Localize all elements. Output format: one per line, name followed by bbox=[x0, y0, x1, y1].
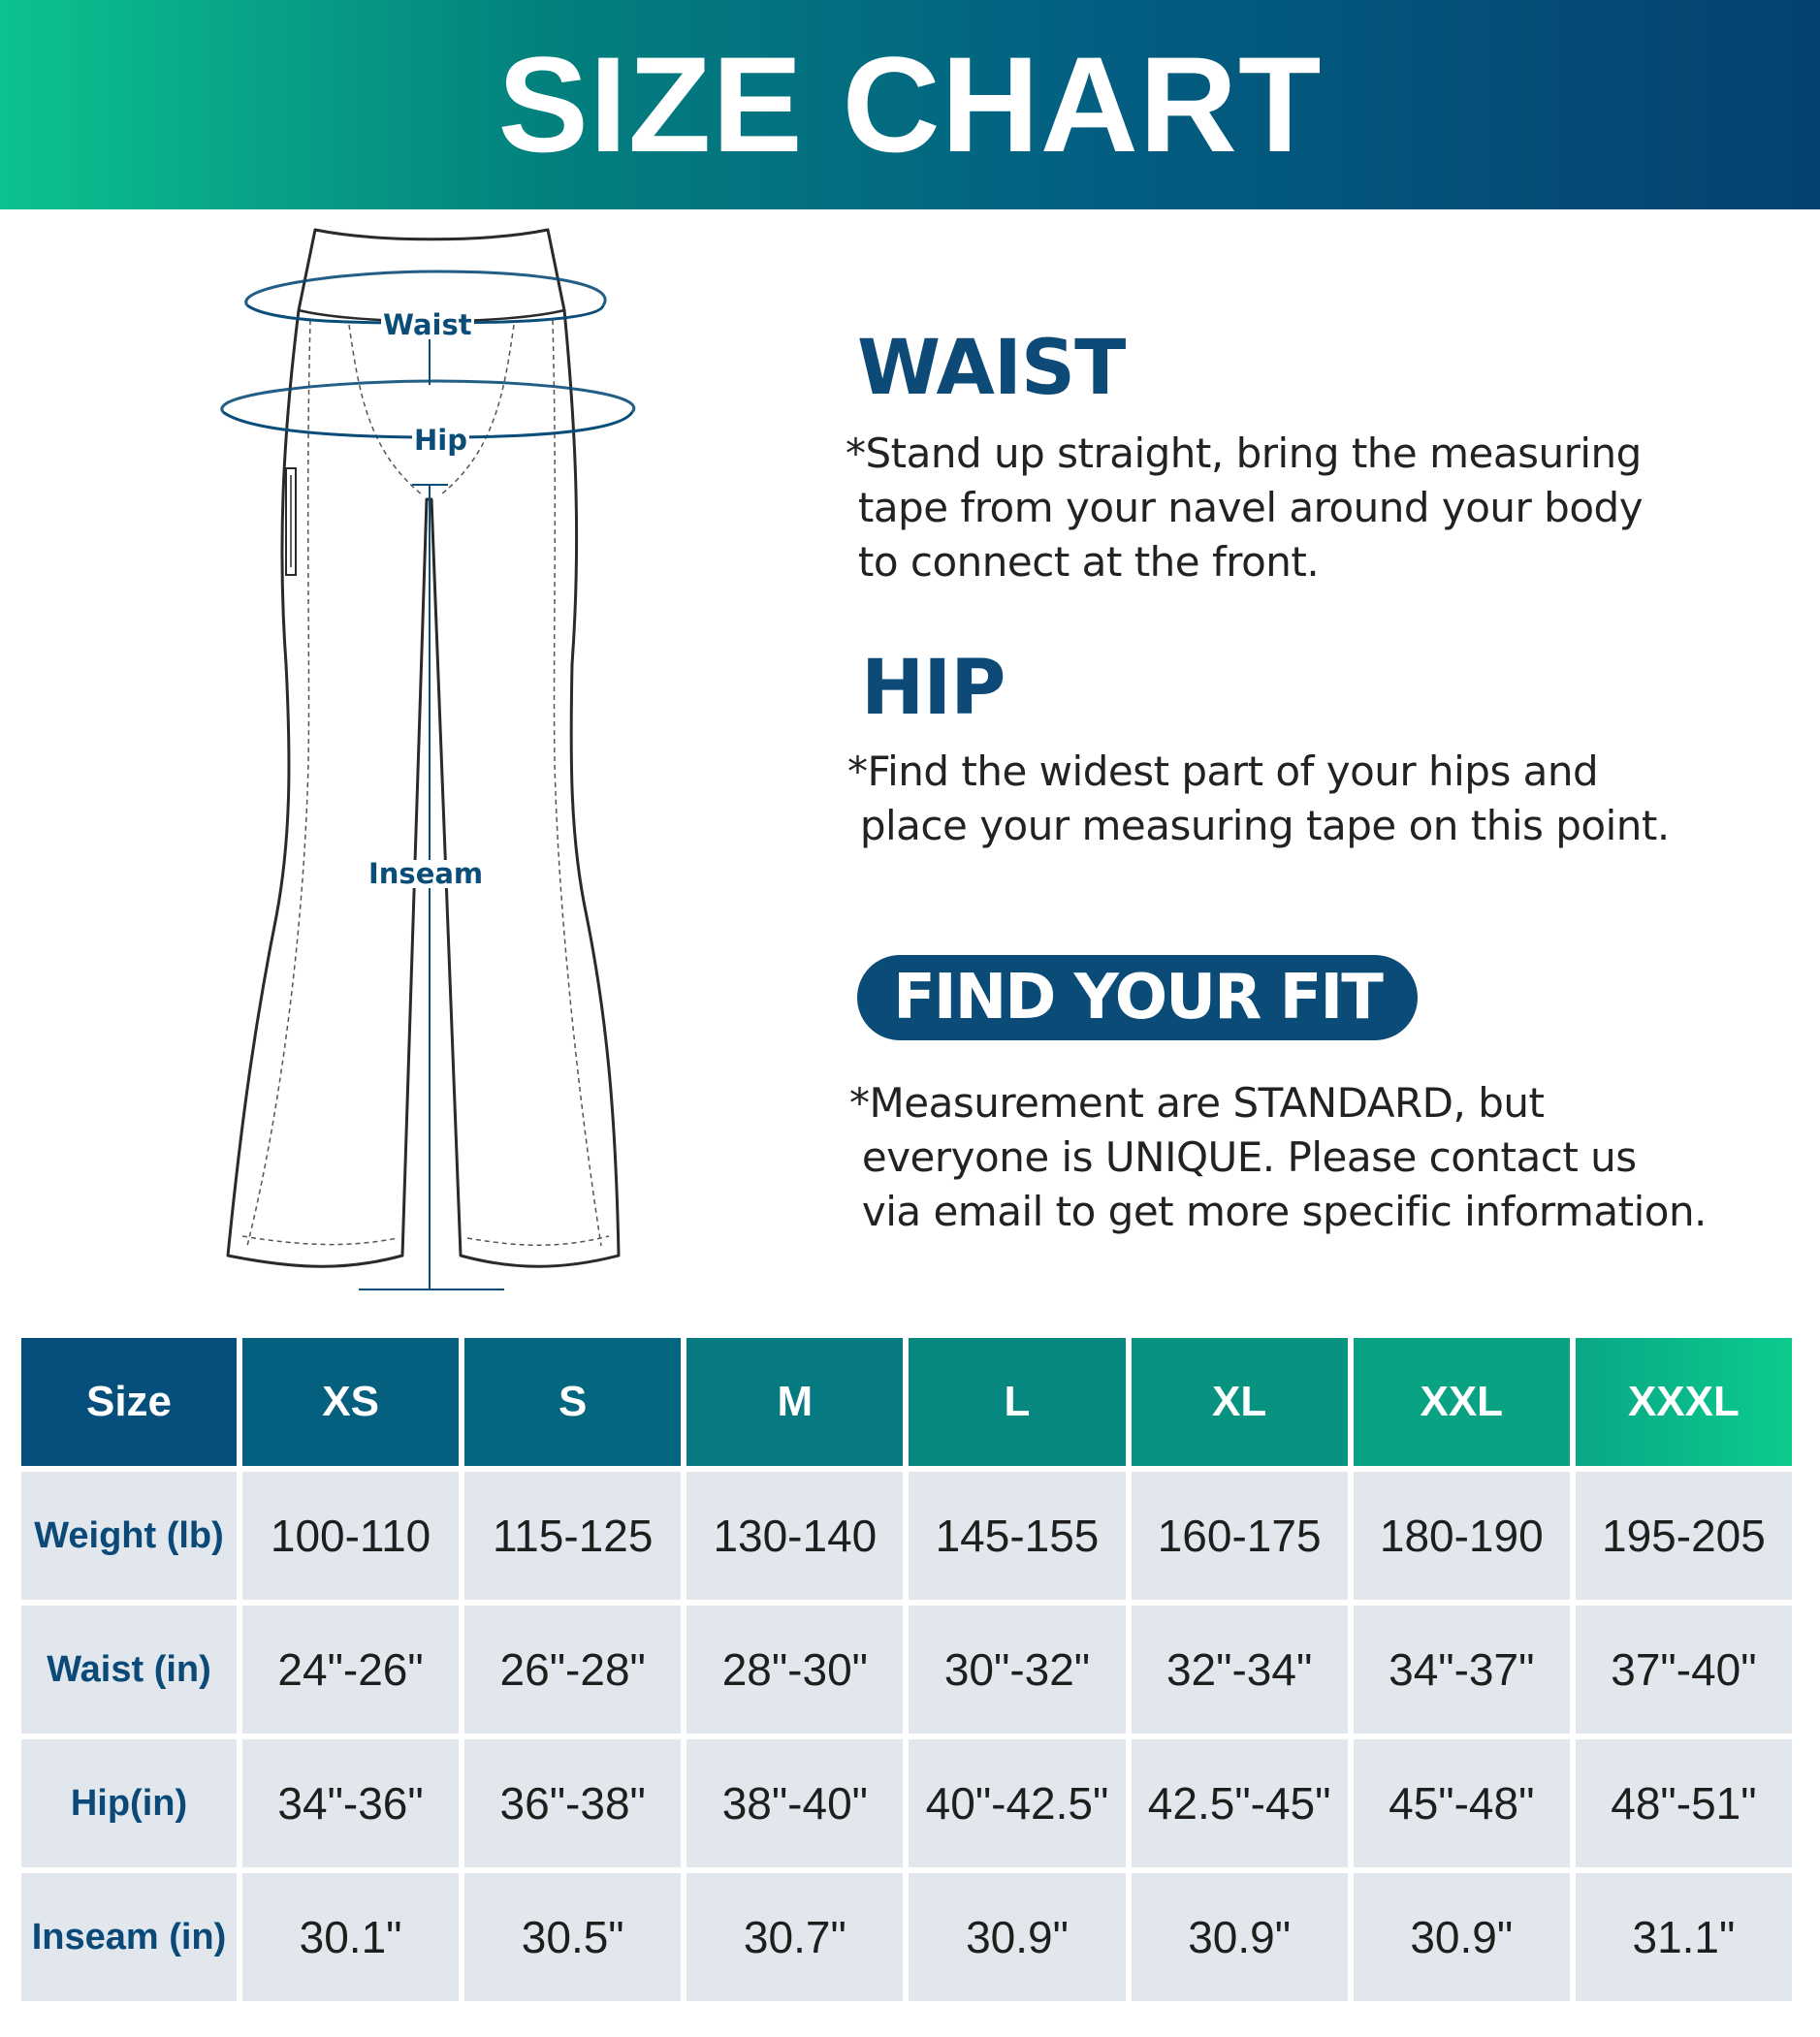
table-cell: 38"-40" bbox=[686, 1739, 903, 1867]
table-cell: 28"-30" bbox=[686, 1606, 903, 1734]
table-cell: 180-190 bbox=[1354, 1472, 1570, 1600]
table-cell: 31.1" bbox=[1576, 1873, 1792, 2001]
table-cell: 36"-38" bbox=[464, 1739, 681, 1867]
find-your-fit-label: FIND YOUR FIT bbox=[893, 962, 1382, 1034]
figure-label-hip: Hip bbox=[414, 424, 467, 457]
header-s: S bbox=[464, 1338, 681, 1466]
table-row-weight bbox=[21, 1472, 1792, 1600]
fit-description: *Measurement are STANDARD, but everyone is UNIQUE. Please contact us via email to get more specific information. bbox=[849, 1079, 1707, 1235]
find-your-fit-badge bbox=[857, 955, 1418, 1040]
figure-label-waist: Waist bbox=[383, 308, 472, 341]
waist-heading: WAIST bbox=[857, 325, 1126, 412]
table-cell: 32"-34" bbox=[1132, 1606, 1348, 1734]
header-xs: XS bbox=[242, 1338, 459, 1466]
table-cell: 30.9" bbox=[1354, 1873, 1570, 2001]
row-label-hip: Hip(in) bbox=[21, 1739, 237, 1867]
table-cell: 30.1" bbox=[242, 1873, 459, 2001]
table-cell: 130-140 bbox=[686, 1472, 903, 1600]
header-l: L bbox=[909, 1338, 1125, 1466]
table-cell: 195-205 bbox=[1576, 1472, 1792, 1600]
table-cell: 24"-26" bbox=[242, 1606, 459, 1734]
table-cell: 48"-51" bbox=[1576, 1739, 1792, 1867]
table-cell: 30"-32" bbox=[909, 1606, 1125, 1734]
header-xl: XL bbox=[1132, 1338, 1348, 1466]
table-cell: 45"-48" bbox=[1354, 1739, 1570, 1867]
header-xxl: XXL bbox=[1354, 1338, 1570, 1466]
table-row-waist bbox=[21, 1606, 1792, 1734]
size-table bbox=[16, 1332, 1798, 2007]
table-cell: 30.9" bbox=[1132, 1873, 1348, 2001]
table-cell: 34"-37" bbox=[1354, 1606, 1570, 1734]
table-cell: 30.7" bbox=[686, 1873, 903, 2001]
table-cell: 115-125 bbox=[464, 1472, 681, 1600]
header-m: M bbox=[686, 1338, 903, 1466]
pants-illustration bbox=[213, 218, 650, 1314]
row-label-inseam: Inseam (in) bbox=[21, 1873, 237, 2001]
table-cell: 100-110 bbox=[242, 1472, 459, 1600]
size-header-row bbox=[21, 1338, 1792, 1466]
table-cell: 34"-36" bbox=[242, 1739, 459, 1867]
page-title: SIZE CHART bbox=[497, 28, 1323, 180]
table-cell: 145-155 bbox=[909, 1472, 1125, 1600]
table-cell: 30.5" bbox=[464, 1873, 681, 2001]
table-cell: 26"-28" bbox=[464, 1606, 681, 1734]
table-cell: 160-175 bbox=[1132, 1472, 1348, 1600]
figure-label-inseam: Inseam bbox=[368, 857, 484, 890]
pants-drawing bbox=[213, 218, 650, 1314]
table-cell: 30.9" bbox=[909, 1873, 1125, 2001]
table-row-hip bbox=[21, 1739, 1792, 1867]
row-label-weight: Weight (lb) bbox=[21, 1472, 237, 1600]
hip-heading: HIP bbox=[861, 645, 1006, 732]
header-banner bbox=[0, 0, 1820, 209]
hip-description: *Find the widest part of your hips and place your measuring tape on this point. bbox=[847, 748, 1670, 849]
table-cell: 42.5"-45" bbox=[1132, 1739, 1348, 1867]
header-size: Size bbox=[21, 1338, 237, 1466]
header-xxxl: XXXL bbox=[1576, 1338, 1792, 1466]
table-cell: 37"-40" bbox=[1576, 1606, 1792, 1734]
table-row-inseam bbox=[21, 1873, 1792, 2001]
row-label-waist: Waist (in) bbox=[21, 1606, 237, 1734]
waist-description: *Stand up straight, bring the measuring tape from your navel around your body to connect at the front. bbox=[846, 430, 1644, 586]
table-cell: 40"-42.5" bbox=[909, 1739, 1125, 1867]
